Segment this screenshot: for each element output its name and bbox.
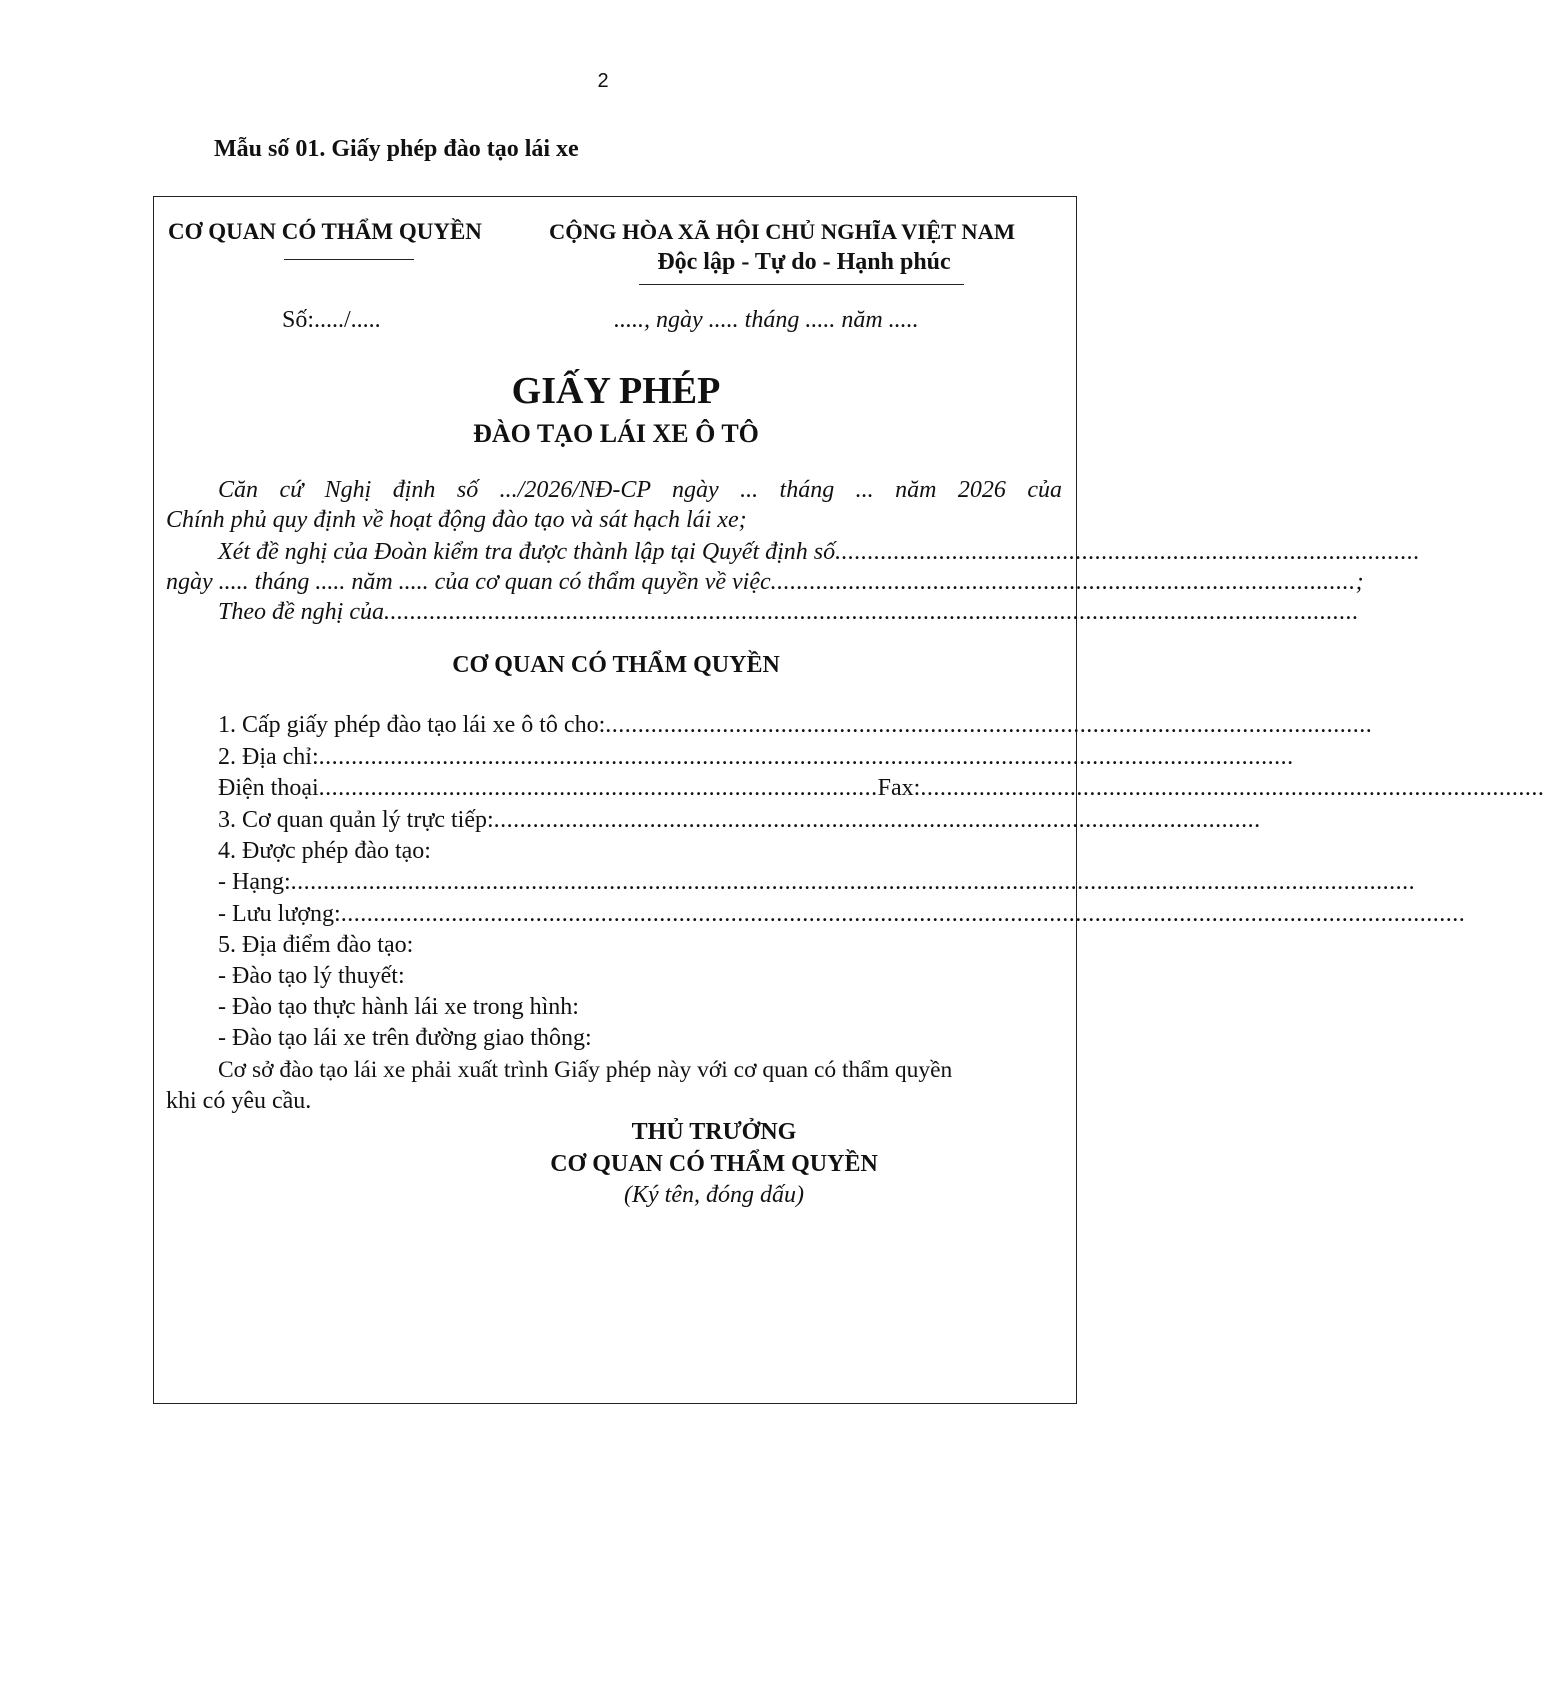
decision-number-blank: ..........................................................................................	[835, 539, 1421, 565]
fax-blank: ................................................................................................	[920, 775, 1544, 801]
preamble-line-5	[218, 599, 1359, 626]
preamble-line-3	[218, 539, 1421, 566]
capacity-label: - Lưu lượng:	[218, 901, 341, 927]
class-row	[218, 869, 1416, 896]
item-3-blank: ......................................................................................................................	[493, 807, 1261, 833]
presentation-note-line-1: Cơ sở đào tạo lái xe phải xuất trình Giấy phép này với cơ quan có thẩm quyền	[218, 1057, 953, 1083]
license-title: GIẤY PHÉP	[511, 370, 721, 412]
class-label: - Hạng:	[218, 869, 291, 895]
agency-underline	[284, 259, 414, 260]
form-title: Mẫu số 01. Giấy phép đào tạo lái xe	[214, 136, 579, 162]
signature-title-2: CƠ QUAN CÓ THẨM QUYỀN	[550, 1151, 878, 1177]
capacity-blank: .............................................................................................................................................................................	[340, 901, 1466, 927]
preamble-line-2: Chính phủ quy định về hoạt động đào tạo và sát hạch lái xe;	[166, 507, 747, 533]
license-form-frame	[153, 196, 1544, 1404]
national-motto: Độc lập - Tự do - Hạnh phúc	[657, 249, 951, 275]
preamble-line-4-text: ngày ..... tháng ..... năm ..... của cơ quan có thẩm quyền về việc	[166, 569, 771, 595]
item-1-label: 1. Cấp giấy phép đào tạo lái xe ô tô cho:	[218, 712, 606, 738]
proposer-blank: ......................................................................................................................................................	[383, 599, 1359, 625]
phone-label: Điện thoại	[218, 775, 319, 801]
issuing-agency: CƠ QUAN CÓ THẨM QUYỀN	[168, 219, 482, 244]
item-1-row	[218, 712, 1373, 739]
subject-blank: ..........................................................................................	[770, 569, 1356, 595]
item-3-label: 3. Cơ quan quản lý trực tiếp:	[218, 807, 494, 833]
phone-fax-row	[218, 775, 1544, 802]
presentation-note-line-2: khi có yêu cầu.	[166, 1088, 312, 1114]
preamble-line-4	[166, 569, 1364, 596]
item-4-label: 4. Được phép đào tạo:	[218, 838, 431, 864]
document-number: Số:...../.....	[282, 307, 381, 333]
class-blank: .............................................................................................................................................................................	[290, 869, 1416, 895]
signature-note: (Ký tên, đóng dấu)	[624, 1182, 804, 1208]
authority-heading: CƠ QUAN CÓ THẨM QUYỀN	[452, 652, 780, 678]
nation-name: CỘNG HÒA XÃ HỘI CHỦ NGHĨA VIỆT NAM	[549, 219, 1016, 244]
item-2-row	[218, 744, 1294, 771]
item-2-label: 2. Địa chỉ:	[218, 744, 319, 770]
item-5-label: 5. Địa điểm đào tạo:	[218, 932, 414, 958]
license-subtitle: ĐÀO TẠO LÁI XE Ô TÔ	[473, 419, 759, 448]
phone-blank: ......................................................................................	[318, 775, 878, 801]
item-1-blank: ......................................................................................................................	[605, 712, 1373, 738]
item-3-row	[218, 807, 1261, 834]
capacity-row	[218, 901, 1466, 928]
preamble-line-1: Căn cứ Nghị định số .../2026/NĐ-CP ngày ... tháng ... năm 2026 của	[218, 477, 1062, 503]
motto-underline	[639, 284, 964, 285]
page-number: 2	[597, 70, 609, 92]
theory-training-label: - Đào tạo lý thuyết:	[218, 963, 405, 989]
preamble-line-4-end: ;	[1355, 569, 1364, 595]
preamble-line-3-text: Xét đề nghị của Đoàn kiểm tra được thành lập tại Quyết định số	[218, 539, 836, 565]
document-date: ....., ngày ..... tháng ..... năm .....	[614, 307, 919, 333]
yard-training-label: - Đào tạo thực hành lái xe trong hình:	[218, 994, 579, 1020]
road-training-label: - Đào tạo lái xe trên đường giao thông:	[218, 1025, 592, 1051]
fax-label: Fax:	[877, 775, 921, 801]
preamble-line-5-text: Theo đề nghị của	[218, 599, 384, 625]
item-2-blank: ......................................................................................................................................................	[318, 744, 1294, 770]
signature-title-1: THỦ TRƯỞNG	[631, 1119, 797, 1145]
